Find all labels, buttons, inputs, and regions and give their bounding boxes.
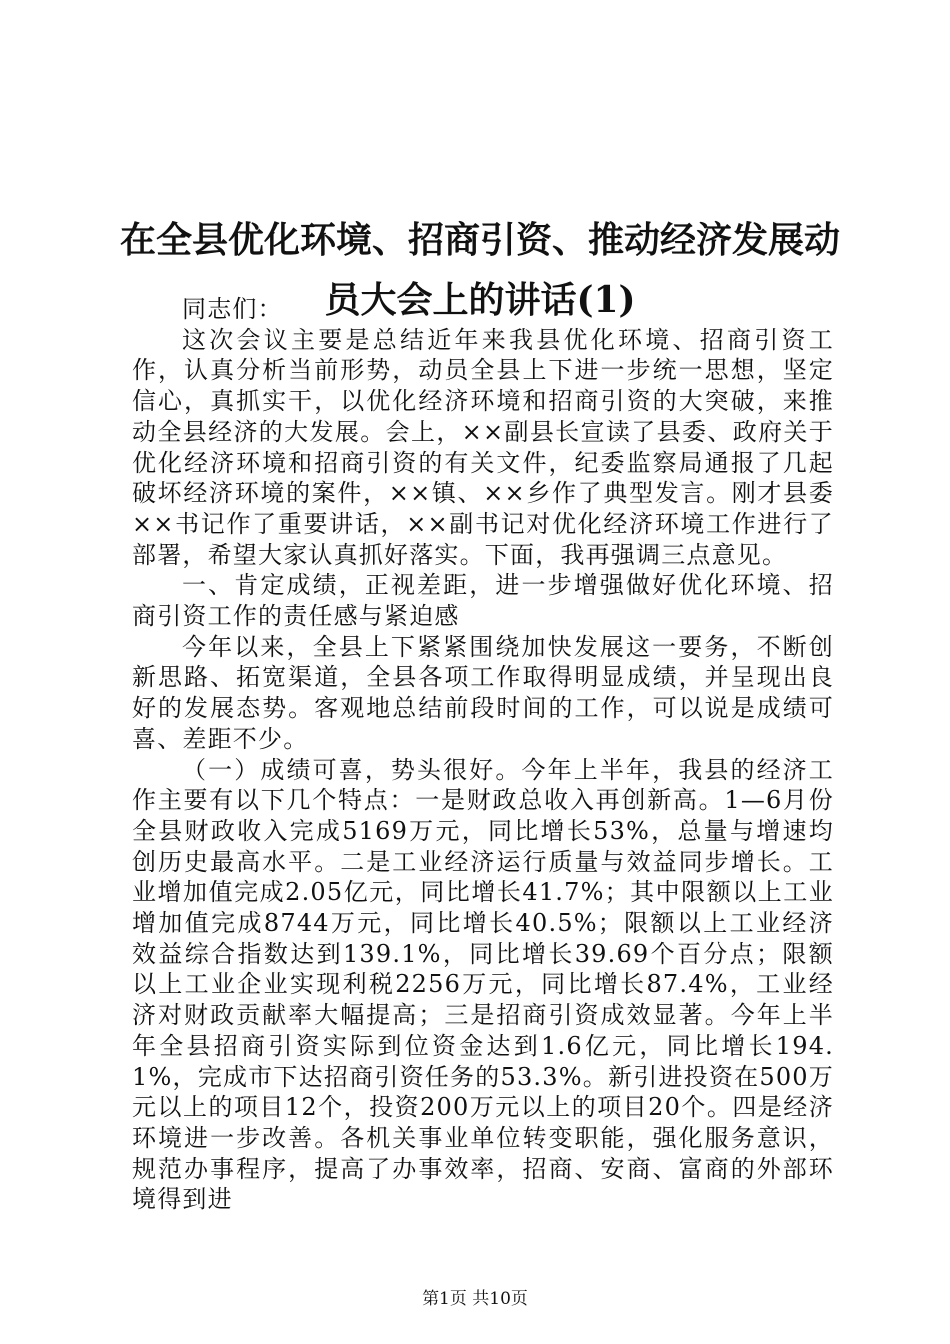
- page-number-footer: 第1页 共10页: [422, 1289, 528, 1309]
- paragraph-summary: 今年以来，全县上下紧紧围绕加快发展这一要务，不断创新思路、拓宽渠道，全县各项工作取得明显成绩，并呈现出良好的发展态势。客观地总结前段时间的工作，可以说是成绩可喜、差距不少。: [132, 632, 834, 753]
- paragraph-intro: 这次会议主要是总结近年来我县优化环境、招商引资工作，认真分析当前形势，动员全县上下进一步统一思想，坚定信心，真抓实干，以优化经济环境和招商引资的大突破，来推动全县经济的大发展。会上，××副县长宣读了县委、政府关于优化经济环境和招商引资的有关文件，纪委监察局通报了几起破坏经济环境的案件，××镇、××乡作了典型发言。刚才县委××书记作了重要讲话，××副书记对优化经济环境工作进行了部署，希望大家认真抓好落实。下面，我再强调三点意见。: [132, 325, 834, 569]
- paragraph-achievements: （一）成绩可喜，势头很好。今年上半年，我县的经济工作主要有以下几个特点：一是财政总收入再创新高。1—6月份全县财政收入完成5169万元，同比增长53%，总量与增速均创历史最高水平。二是工业经济运行质量与效益同步增长。工业增加值完成2.05亿元，同比增长41.7%；其中限额以上工业增加值完成8744万元，同比增长40.5%；限额以上工业经济效益综合指数达到139.1%，同比增长39.69个百分点；限额以上工业企业实现利税2256万元，同比增长87.4%，工业经济对财政贡献率大幅提高；三是招商引资成效显著。今年上半年全县招商引资实际到位资金达到1.6亿元，同比增长194.1%，完成市下达招商引资任务的53.3%。新引进投资在500万元以上的项目12个，投资200万元以上的项目20个。四是经济环境进一步改善。各机关事业单位转变职能，强化服务意识，规范办事程序，提高了办事效率，招商、安商、富商的外部环境得到进: [132, 755, 834, 1214]
- title-line-2: 员大会上的讲话(1): [324, 279, 636, 322]
- greeting: 同志们：: [182, 295, 283, 323]
- section-heading-1: 一、肯定成绩，正视差距，进一步增强做好优化环境、招商引资工作的责任感与紧迫感: [132, 571, 834, 631]
- document-body: [132, 294, 834, 1215]
- title-line-1: 在全县优化环境、招商引资、推动经济发展动: [119, 219, 840, 262]
